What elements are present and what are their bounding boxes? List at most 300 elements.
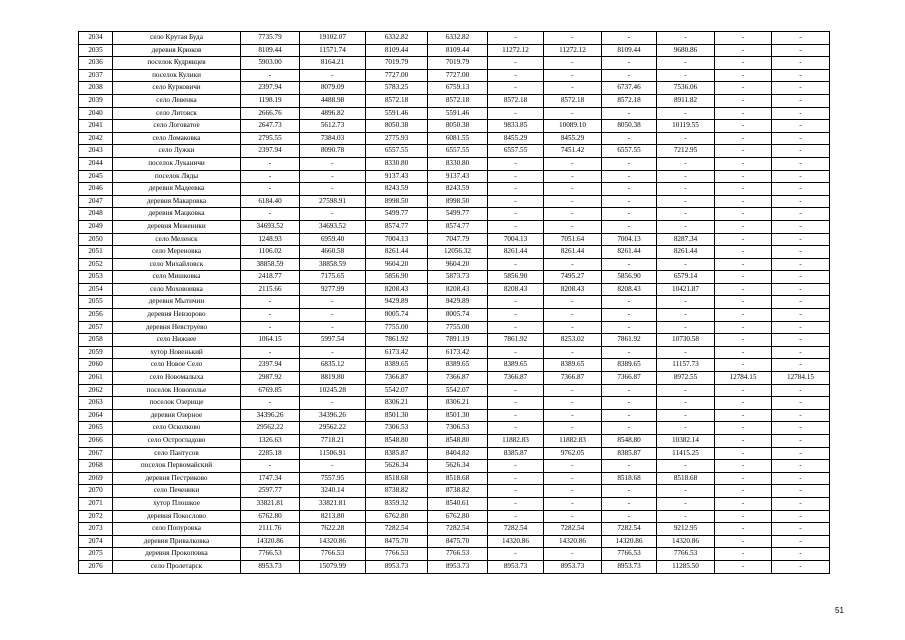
value-cell: 8501.30 — [428, 409, 488, 422]
value-cell: 34396.26 — [241, 409, 300, 422]
value-cell: 7004.13 — [488, 233, 544, 246]
value-cell: - — [772, 346, 830, 359]
value-cell: - — [715, 258, 772, 271]
value-cell: 5903.00 — [241, 57, 300, 70]
value-cell: 11272.12 — [544, 44, 602, 57]
value-cell: - — [715, 321, 772, 334]
settlement-name-cell: деревня Пестриково — [113, 472, 241, 485]
value-cell: 8079.09 — [300, 82, 366, 95]
value-cell: - — [772, 523, 830, 536]
table-row — [79, 548, 830, 561]
value-cell: - — [488, 346, 544, 359]
value-cell: - — [772, 57, 830, 70]
value-cell: 4896.82 — [300, 107, 366, 120]
value-cell: 7366.87 — [428, 372, 488, 385]
row-number-cell: 2047 — [79, 195, 113, 208]
settlement-name-cell: поселок Ляды — [113, 170, 241, 183]
settlement-name-cell: деревня Покослово — [113, 510, 241, 523]
value-cell: - — [300, 397, 366, 410]
value-cell: - — [488, 220, 544, 233]
value-cell: - — [715, 472, 772, 485]
row-number-cell: 2054 — [79, 283, 113, 296]
settlement-name-cell: село Новомалыха — [113, 372, 241, 385]
row-number-cell: 2070 — [79, 485, 113, 498]
row-number-cell: 2064 — [79, 409, 113, 422]
row-number-cell: 2068 — [79, 460, 113, 473]
value-cell: - — [657, 497, 715, 510]
value-cell: - — [544, 472, 602, 485]
value-cell: - — [772, 246, 830, 259]
value-cell: 6959.40 — [300, 233, 366, 246]
value-cell: - — [488, 548, 544, 561]
value-cell: - — [715, 384, 772, 397]
value-cell: - — [715, 183, 772, 196]
value-cell: - — [657, 409, 715, 422]
value-cell: 8208.43 — [602, 283, 657, 296]
table-row — [79, 107, 830, 120]
value-cell: - — [657, 220, 715, 233]
value-cell: - — [602, 107, 657, 120]
value-cell: 5873.73 — [428, 271, 488, 284]
value-cell: 1198.19 — [241, 94, 300, 107]
value-cell: 6332.82 — [428, 32, 488, 45]
value-cell: - — [772, 145, 830, 158]
value-cell: - — [715, 271, 772, 284]
value-cell: - — [241, 208, 300, 221]
value-cell: - — [602, 132, 657, 145]
value-cell: 6173.42 — [366, 346, 428, 359]
value-cell: 8261.44 — [488, 246, 544, 259]
value-cell: 1106.02 — [241, 246, 300, 259]
row-number-cell: 2038 — [79, 82, 113, 95]
table-row — [79, 220, 830, 233]
value-cell: - — [544, 321, 602, 334]
value-cell: - — [715, 460, 772, 473]
value-cell: 5499.77 — [366, 208, 428, 221]
value-cell: - — [772, 447, 830, 460]
value-cell: - — [602, 220, 657, 233]
value-cell: 1326.63 — [241, 435, 300, 448]
value-cell: 8953.73 — [488, 560, 544, 573]
table-row — [79, 334, 830, 347]
value-cell: - — [657, 460, 715, 473]
value-cell: - — [715, 107, 772, 120]
value-cell: 8548.80 — [602, 435, 657, 448]
table-row — [79, 82, 830, 95]
value-cell: - — [772, 510, 830, 523]
value-cell: - — [241, 296, 300, 309]
value-cell: - — [772, 497, 830, 510]
value-cell: - — [715, 57, 772, 70]
value-cell: 6759.13 — [428, 82, 488, 95]
value-cell: 8385.87 — [602, 447, 657, 460]
settlement-name-cell: хутор Плошкое — [113, 497, 241, 510]
value-cell: 4660.58 — [300, 246, 366, 259]
row-number-cell: 2057 — [79, 321, 113, 334]
row-number-cell: 2061 — [79, 372, 113, 385]
value-cell: 34693.52 — [241, 220, 300, 233]
value-cell: 8253.02 — [544, 334, 602, 347]
value-cell: - — [602, 32, 657, 45]
value-cell: 8738.82 — [428, 485, 488, 498]
value-cell: 9604.20 — [428, 258, 488, 271]
value-cell: - — [715, 485, 772, 498]
value-cell: 11571.74 — [300, 44, 366, 57]
table-row — [79, 409, 830, 422]
value-cell: - — [602, 208, 657, 221]
value-cell: - — [657, 346, 715, 359]
value-cell: - — [715, 334, 772, 347]
value-cell: - — [602, 157, 657, 170]
table-row — [79, 372, 830, 385]
row-number-cell: 2039 — [79, 94, 113, 107]
value-cell: 11285.50 — [657, 560, 715, 573]
value-cell: 7051.64 — [544, 233, 602, 246]
value-cell: - — [300, 321, 366, 334]
value-cell: 8548.80 — [428, 435, 488, 448]
value-cell: 7755.00 — [366, 321, 428, 334]
value-cell: 7755.00 — [428, 321, 488, 334]
value-cell: - — [715, 422, 772, 435]
value-cell: 5856.90 — [488, 271, 544, 284]
value-cell: 7536.06 — [657, 82, 715, 95]
value-cell: 7766.53 — [428, 548, 488, 561]
table-row — [79, 233, 830, 246]
value-cell: - — [544, 548, 602, 561]
value-cell: 8819.80 — [300, 372, 366, 385]
row-number-cell: 2059 — [79, 346, 113, 359]
value-cell: - — [488, 321, 544, 334]
value-cell: 7766.53 — [241, 548, 300, 561]
row-number-cell: 2045 — [79, 170, 113, 183]
settlement-name-cell: село Левенка — [113, 94, 241, 107]
value-cell: - — [544, 183, 602, 196]
value-cell: 1064.15 — [241, 334, 300, 347]
value-cell: 7019.79 — [428, 57, 488, 70]
value-cell: - — [657, 258, 715, 271]
value-cell: 11882.83 — [488, 435, 544, 448]
table-row — [79, 435, 830, 448]
value-cell: 4488.98 — [300, 94, 366, 107]
value-cell: 8243.59 — [366, 183, 428, 196]
value-cell: 11882.83 — [544, 435, 602, 448]
value-cell: 8998.50 — [366, 195, 428, 208]
value-cell: 5856.90 — [602, 271, 657, 284]
value-cell: - — [241, 157, 300, 170]
value-cell: 7861.92 — [366, 334, 428, 347]
settlement-name-cell: село Меленск — [113, 233, 241, 246]
settlement-name-cell: село Печеники — [113, 485, 241, 498]
value-cell: - — [715, 82, 772, 95]
value-cell: 8005.74 — [366, 309, 428, 322]
row-number-cell: 2060 — [79, 359, 113, 372]
value-cell: - — [241, 397, 300, 410]
value-cell: - — [772, 296, 830, 309]
value-cell: - — [602, 57, 657, 70]
value-cell: 8998.50 — [428, 195, 488, 208]
value-cell: - — [544, 497, 602, 510]
value-cell: - — [602, 183, 657, 196]
value-cell: - — [241, 309, 300, 322]
value-cell: 10245.28 — [300, 384, 366, 397]
value-cell: - — [715, 283, 772, 296]
value-cell: 8109.44 — [428, 44, 488, 57]
value-cell: 7622.28 — [300, 523, 366, 536]
value-cell: - — [715, 132, 772, 145]
value-cell: - — [715, 296, 772, 309]
value-cell: 8475.70 — [428, 535, 488, 548]
value-cell: - — [715, 208, 772, 221]
value-cell: - — [657, 32, 715, 45]
value-cell: 8574.77 — [428, 220, 488, 233]
value-cell: 5499.77 — [428, 208, 488, 221]
value-cell: - — [715, 497, 772, 510]
row-number-cell: 2051 — [79, 246, 113, 259]
value-cell: 8501.30 — [366, 409, 428, 422]
value-cell: 7004.13 — [602, 233, 657, 246]
row-number-cell: 2035 — [79, 44, 113, 57]
value-cell: 7451.42 — [544, 145, 602, 158]
value-cell: - — [602, 422, 657, 435]
value-cell: 8109.44 — [366, 44, 428, 57]
table-row — [79, 510, 830, 523]
row-number-cell: 2052 — [79, 258, 113, 271]
value-cell: - — [602, 460, 657, 473]
value-cell: - — [544, 32, 602, 45]
value-cell: - — [715, 309, 772, 322]
row-number-cell: 2053 — [79, 271, 113, 284]
value-cell: - — [544, 409, 602, 422]
row-number-cell: 2073 — [79, 523, 113, 536]
table-row — [79, 497, 830, 510]
value-cell: 8213.80 — [300, 510, 366, 523]
value-cell: - — [715, 246, 772, 259]
value-cell: - — [772, 409, 830, 422]
row-number-cell: 2075 — [79, 548, 113, 561]
value-cell: 34396.26 — [300, 409, 366, 422]
value-cell: 2597.77 — [241, 485, 300, 498]
row-number-cell: 2050 — [79, 233, 113, 246]
settlement-name-cell: село Крутая Буда — [113, 32, 241, 45]
value-cell: 7366.87 — [366, 372, 428, 385]
row-number-cell: 2041 — [79, 120, 113, 133]
value-cell: - — [772, 120, 830, 133]
value-cell: 6557.55 — [602, 145, 657, 158]
value-cell: - — [715, 535, 772, 548]
row-number-cell: 2036 — [79, 57, 113, 70]
settlement-name-cell: деревня Прокоповка — [113, 548, 241, 561]
value-cell: - — [241, 170, 300, 183]
row-number-cell: 2042 — [79, 132, 113, 145]
table-row — [79, 359, 830, 372]
value-cell: - — [657, 195, 715, 208]
table-row — [79, 309, 830, 322]
value-cell: 8208.43 — [428, 283, 488, 296]
value-cell: 9429.89 — [428, 296, 488, 309]
value-cell: - — [544, 208, 602, 221]
value-cell: 8953.73 — [366, 560, 428, 573]
table-row — [79, 32, 830, 45]
value-cell: - — [488, 69, 544, 82]
settlement-name-cell: деревня Привалковка — [113, 535, 241, 548]
value-cell: 3240.14 — [300, 485, 366, 498]
value-cell: 8455.29 — [488, 132, 544, 145]
value-cell: - — [300, 170, 366, 183]
value-cell: - — [772, 233, 830, 246]
table-row — [79, 321, 830, 334]
table-row — [79, 535, 830, 548]
table-row — [79, 460, 830, 473]
value-cell: 5591.46 — [366, 107, 428, 120]
value-cell: 8208.43 — [544, 283, 602, 296]
value-cell: - — [300, 346, 366, 359]
table-row — [79, 447, 830, 460]
value-cell: 2418.77 — [241, 271, 300, 284]
value-cell: 2647.73 — [241, 120, 300, 133]
value-cell: 6835.12 — [300, 359, 366, 372]
value-cell: 10730.58 — [657, 334, 715, 347]
value-cell: 8518.68 — [657, 472, 715, 485]
row-number-cell: 2074 — [79, 535, 113, 548]
value-cell: - — [772, 384, 830, 397]
settlement-name-cell: деревня Макаровка — [113, 195, 241, 208]
value-cell: - — [715, 510, 772, 523]
row-number-cell: 2072 — [79, 510, 113, 523]
value-cell: 6762.80 — [241, 510, 300, 523]
value-cell: - — [657, 170, 715, 183]
value-cell: - — [544, 258, 602, 271]
value-cell: - — [715, 44, 772, 57]
value-cell: - — [772, 548, 830, 561]
row-number-cell: 2049 — [79, 220, 113, 233]
settlement-name-cell: поселок Кулики — [113, 69, 241, 82]
value-cell: - — [772, 258, 830, 271]
table-row — [79, 120, 830, 133]
row-number-cell: 2034 — [79, 32, 113, 45]
row-number-cell: 2048 — [79, 208, 113, 221]
value-cell: - — [544, 397, 602, 410]
value-cell: 10089.10 — [544, 120, 602, 133]
value-cell: - — [657, 397, 715, 410]
value-cell: 8050.38 — [366, 120, 428, 133]
value-cell: 8385.87 — [488, 447, 544, 460]
value-cell: 8548.80 — [366, 435, 428, 448]
value-cell: 7766.53 — [602, 548, 657, 561]
settlement-name-cell: поселок Луканичи — [113, 157, 241, 170]
value-cell: - — [602, 170, 657, 183]
value-cell: 2285.18 — [241, 447, 300, 460]
value-cell: - — [772, 422, 830, 435]
value-cell: 7366.87 — [544, 372, 602, 385]
value-cell: - — [544, 107, 602, 120]
table-row — [79, 560, 830, 573]
value-cell: - — [657, 157, 715, 170]
value-cell: - — [772, 283, 830, 296]
value-cell: - — [772, 435, 830, 448]
value-cell: 8261.44 — [657, 246, 715, 259]
settlement-name-cell: село Острогладово — [113, 435, 241, 448]
value-cell: - — [772, 560, 830, 573]
value-cell: - — [715, 435, 772, 448]
row-number-cell: 2044 — [79, 157, 113, 170]
value-cell: 14320.86 — [657, 535, 715, 548]
value-cell: 7212.95 — [657, 145, 715, 158]
value-cell: - — [715, 233, 772, 246]
value-cell: - — [772, 271, 830, 284]
value-cell: 5626.34 — [366, 460, 428, 473]
value-cell: 9429.89 — [366, 296, 428, 309]
row-number-cell: 2058 — [79, 334, 113, 347]
settlement-name-cell: село Литовск — [113, 107, 241, 120]
settlement-name-cell: деревня Невзорово — [113, 309, 241, 322]
settlement-name-cell: село Мереновка — [113, 246, 241, 259]
value-cell: 6579.14 — [657, 271, 715, 284]
value-cell: 8389.65 — [366, 359, 428, 372]
value-cell: - — [300, 208, 366, 221]
value-cell: - — [772, 132, 830, 145]
value-cell: - — [544, 346, 602, 359]
value-cell: 8572.18 — [488, 94, 544, 107]
value-cell: 10421.87 — [657, 283, 715, 296]
value-cell: 8050.38 — [428, 120, 488, 133]
value-cell: - — [772, 170, 830, 183]
value-cell: 12056.32 — [428, 246, 488, 259]
value-cell: - — [241, 69, 300, 82]
value-cell: - — [772, 32, 830, 45]
value-cell: 11157.73 — [657, 359, 715, 372]
value-cell: 8090.78 — [300, 145, 366, 158]
value-cell: 2397.94 — [241, 359, 300, 372]
value-cell: - — [715, 94, 772, 107]
value-cell: 38858.59 — [300, 258, 366, 271]
table-row — [79, 183, 830, 196]
value-cell: - — [488, 397, 544, 410]
value-cell: 14320.86 — [241, 535, 300, 548]
value-cell: 7282.54 — [602, 523, 657, 536]
value-cell: 7282.54 — [428, 523, 488, 536]
value-cell: 14320.86 — [488, 535, 544, 548]
value-cell: - — [488, 82, 544, 95]
row-number-cell: 2040 — [79, 107, 113, 120]
value-cell: 7175.65 — [300, 271, 366, 284]
settlement-name-cell: село Пролетарск — [113, 560, 241, 573]
value-cell: - — [715, 69, 772, 82]
value-cell: 9762.05 — [544, 447, 602, 460]
value-cell: - — [300, 183, 366, 196]
settlement-name-cell: деревня Мытичин — [113, 296, 241, 309]
value-cell: - — [488, 485, 544, 498]
value-cell: 2987.92 — [241, 372, 300, 385]
value-cell: - — [602, 409, 657, 422]
value-cell: 7766.53 — [657, 548, 715, 561]
value-cell: 8518.68 — [428, 472, 488, 485]
value-cell: 8243.59 — [428, 183, 488, 196]
table-row — [79, 523, 830, 536]
value-cell: 2397.94 — [241, 145, 300, 158]
table-row — [79, 208, 830, 221]
value-cell: - — [602, 296, 657, 309]
value-cell: 10382.14 — [657, 435, 715, 448]
value-cell: - — [300, 460, 366, 473]
table-row — [79, 145, 830, 158]
value-cell: 8455.29 — [544, 132, 602, 145]
table-row — [79, 384, 830, 397]
value-cell: 7495.27 — [544, 271, 602, 284]
value-cell: - — [488, 472, 544, 485]
value-cell: - — [657, 208, 715, 221]
value-cell: 9137.43 — [428, 170, 488, 183]
value-cell: - — [544, 485, 602, 498]
